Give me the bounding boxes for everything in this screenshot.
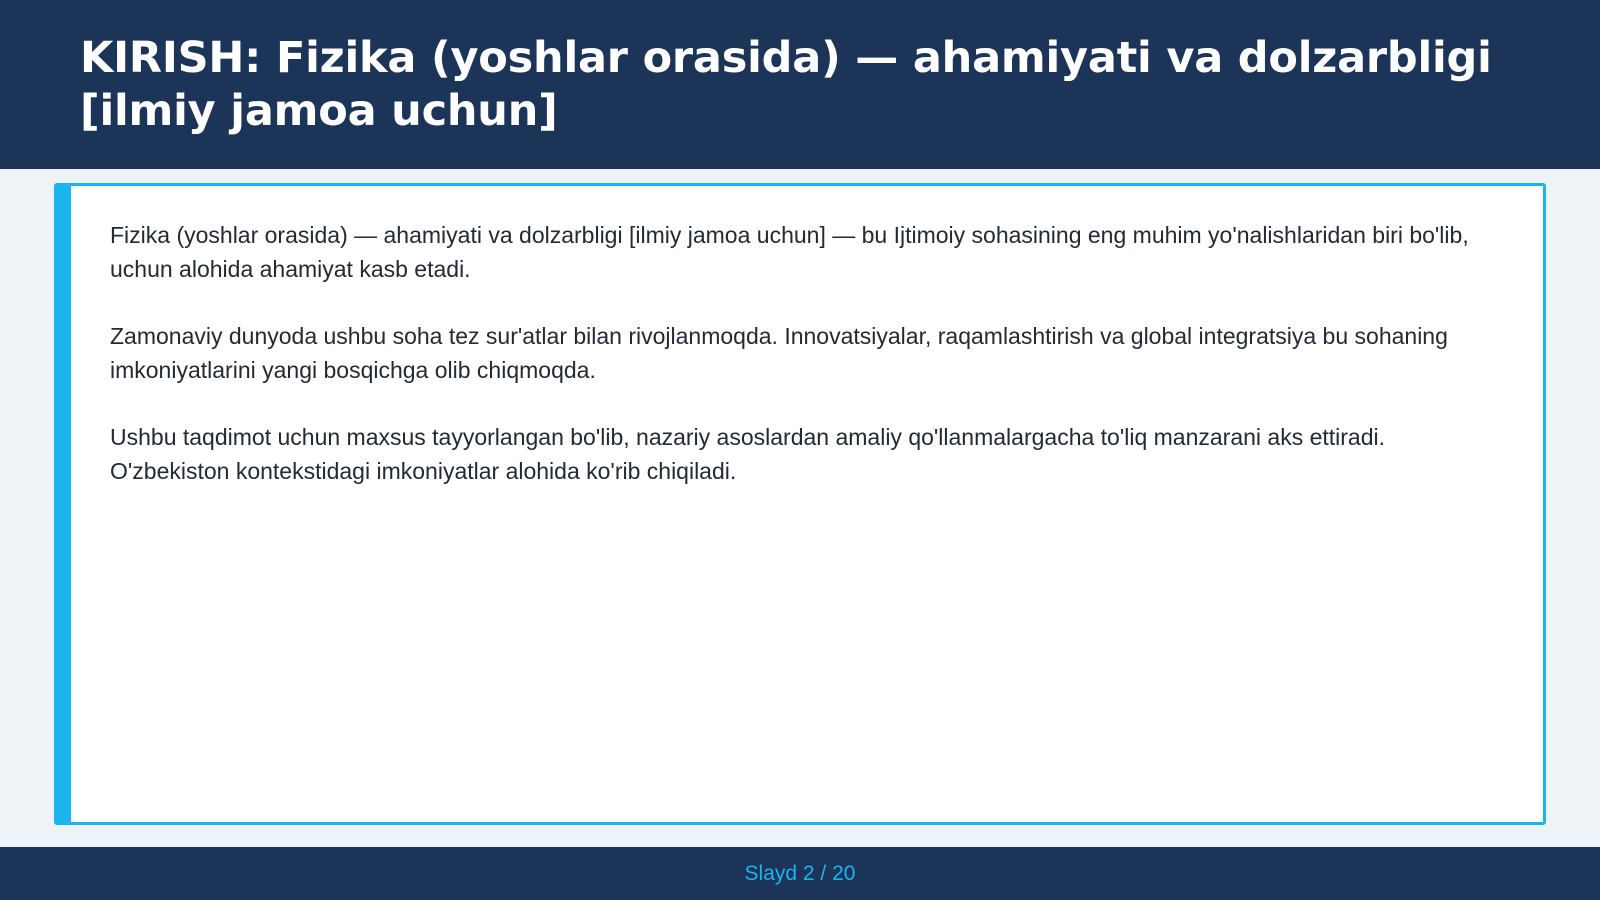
paragraph-intro: Fizika (yoshlar orasida) — ahamiyati va dolzarbligi [ilmiy jamoa uchun] — bu Ijtimoiy sohasining eng muhim yo'nalishlaridan biri bo'lib, uchun alohida ahamiyat kasb etadi. <box>110 222 1469 282</box>
content-card <box>54 183 1546 825</box>
slide-counter: Slayd 2 / 20 <box>744 861 856 885</box>
paragraph-presentation: Ushbu taqdimot uchun maxsus tayyorlangan bo'lib, nazariy asoslardan amaliy qo'llanmalargacha to'liq manzarani aks ettiradi. O'zbekiston kontekstidagi imkoniyatlar alohida ko'rib chiqiladi. <box>110 424 1386 484</box>
slide-title: KIRISH: Fizika (yoshlar orasida) — ahamiyati va dolzarbligi [ilmiy jamoa uchun] <box>80 33 1492 136</box>
paragraph-modern-world: Zamonaviy dunyoda ushbu soha tez sur'atlar bilan rivojlanmoqda. Innovatsiyalar, raqamlashtirish va global integratsiya bu sohaning imkoniyatlarini yangi bosqichga olib chiqmoqda. <box>110 323 1448 383</box>
slide-header <box>0 0 1600 169</box>
slide-footer <box>0 847 1600 900</box>
